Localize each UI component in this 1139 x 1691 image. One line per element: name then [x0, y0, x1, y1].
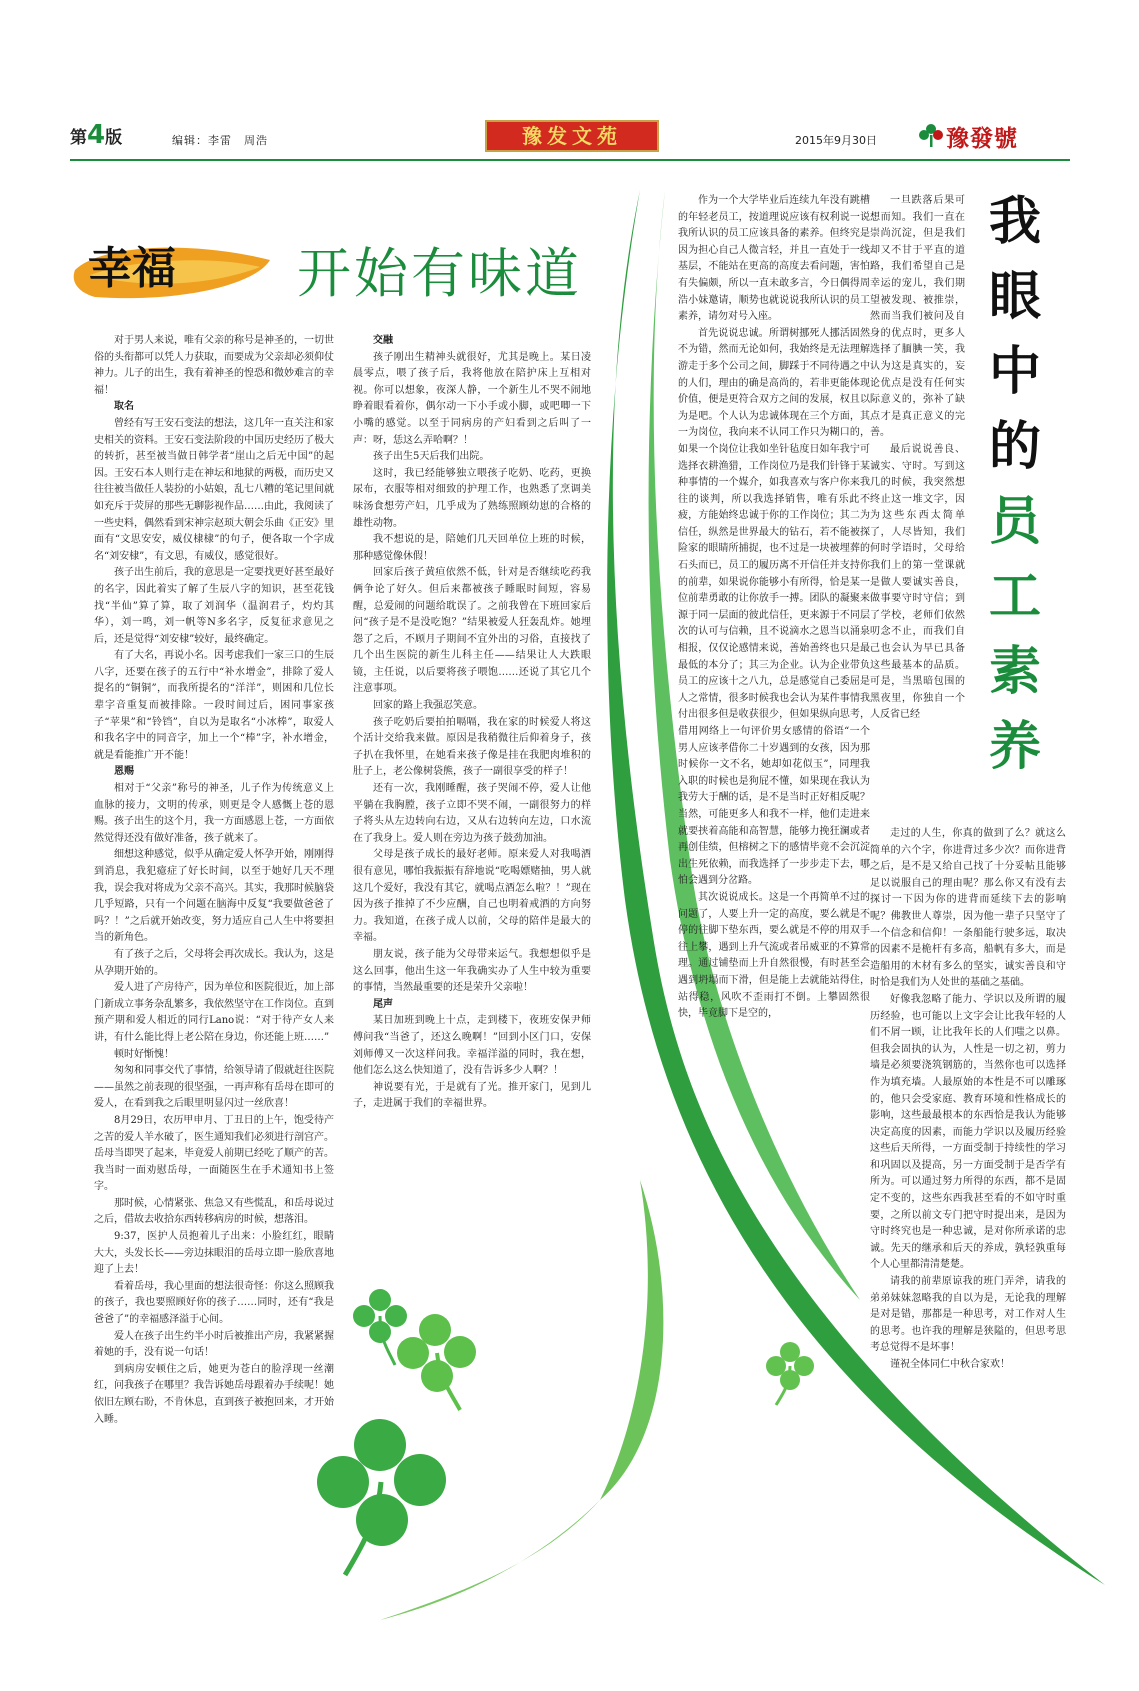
- paragraph: 到病房安顿住之后，她更为苍白的脸浮现一丝潮红，问我孩子在哪里？我告诉她岳母跟着办手续呢！她依旧左顾右盼，不肯休息，直到孩子被抱回来，才开始入睡。: [94, 1363, 334, 1425]
- paragraph: 孩子出生5天后我们出院。: [373, 451, 490, 463]
- issue-date: 2015年9月30日: [795, 134, 877, 147]
- right-article-column-1: [678, 193, 870, 1023]
- paragraph: 爱人进了产房待产，因为单位和医院很近，加上部门新成立事务杂乱繁多，我依然坚守在工作岗位。直到预产期和爱人相近的同行Lano说：“对于待产女人来讲，有什么能比得上老公陪在身边，你还能上班……”: [94, 982, 334, 1043]
- paragraph: 顿时好惭愧！: [114, 1048, 174, 1060]
- paragraph: 9:37，医护人员抱着儿子出来：小脸红红，眼睛大大，头发长长——旁边抹眼泪的岳母立即一脸欣喜地迎了上去！: [94, 1231, 334, 1276]
- paragraph: 回家后孩子黄疸依然不低，针对是否继续吃药我俩争论了好久。但后来都被孩子睡眠时间短，容易醒，总爱闹的问题给耽误了。之前我曾在下班回家后问“孩子是不是没吃饱？”结果被爱人狂轰乱炸。她埋怨了之后，不顾月子期间不宜外出的习俗，直接找了几个出生医院的新生儿科主任——结果让人大跌眼镜，主任说，以后要将孩子喂饱……还说了其它几个注意事项。: [353, 567, 591, 695]
- brush-stroke-icon: [70, 225, 275, 310]
- masthead-text: 豫發號: [946, 125, 1018, 152]
- right-article-title: [976, 185, 1054, 785]
- paragraph: 一旦跌落后果可想而知。我们一直在崇尚沉淀，但是我们却又不甘于平直的道路，我们希望自己是幸运的宠儿，我们期望被发现、被推崇，然而当我们被问及自身的优点时，更多人选择了腼腆一笑，我认为这是真实的，妄论优点是没有任何实际意义的，弥补了缺点才是真正意义的完善。: [870, 195, 965, 439]
- paragraph: 父母是孩子成长的最好老师。原来爱人对我喝酒很有意见，哪怕我振振有辞地说“吃喝嫖赌抽，男人就这几个爱好，我没有其它，就喝点酒怎么啦？！”现在因为孩子推掉了不少应酬，自己也明着戒酒的方向努力。我知道，在孩子成人以前，父母的陪伴是最大的幸福。: [353, 849, 591, 944]
- paragraph: 某日加班到晚上十点，走到楼下，夜班安保尹师傅问我“当爸了，还这么晚啊！”回到小区门口，安保刘师傅又一次这样问我。幸福洋溢的同时，我在想，他们怎么这么快知道了，没有告诉多少人啊？！: [353, 1015, 591, 1077]
- paragraph: 其次说说成长。这是一个再简单不过的问题了，人要上升一定的高度，要么就是不停的往脚下垫东西，要么就是不停的用双手往上攀，遇到上升气流或者吊威亚的不算常理。通过铺垫而上升自然很慢，有时甚至会遇到坍塌而下滑，但是能上去就能站得住，站得稳，风吹不歪雨打不倒。上攀固然很快，毕竟脚下是空的，: [678, 891, 870, 1020]
- paragraph: 朋友说，孩子能为父母带来运气。我想想似乎是这么回事，他出生这一年我确实办了人生中较为重要的事情，当然最重要的还是荣升父亲啦！: [353, 948, 591, 994]
- section-heading: 尾声: [373, 998, 393, 1010]
- paragraph: 好像我忽略了能力、学识以及所谓的履历经验，也可能以上文字会让比我年轻的人们不屑一顾，让比我年长的人们嗤之以鼻。但我会固执的认为，人性是一切之初，剪力墙是必须要浇筑钢筋的，当然你也可以选择作为填充墙。人最原始的本性是不可以雕琢的，他只会受家庭、教育环境和性格成长的影响，这些最最根本的东西恰是我认为能够决定高度的因素，而能力学识以及履历经验这些后天所得，一方面受制于持续性的学习和巩固以及提高，另一方面受制于是否学有所为。可以通过努力所得的东西，都不是固定不变的，这些东西我甚至看的不如守时重要，之所以前文专门把守时提出来，是因为守时终究也是一种忠诚，是对你所承诺的忠诚。先天的继承和后天的养成，孰轻孰重每个人心里都清清楚楚。: [870, 993, 1066, 1271]
- editors-line: 编辑：李雷 周浩: [172, 134, 268, 147]
- right-article-column-3: [870, 826, 1066, 1374]
- paragraph: 谨祝全体同仁中秋合家欢！: [890, 1359, 1010, 1370]
- title-character: 养: [988, 717, 1041, 777]
- paragraph: 神说要有光，于是就有了光。推开家门，见到儿子，走进属于我们的幸福世界。: [353, 1081, 591, 1110]
- paragraph: 相对于“父亲”称号的神圣，儿子作为传统意义上血脉的接力，文明的传承，则更是令人感慨上苍的恩赐。孩子出生的这个月，我一方面感恩上苍，一方面依然觉得还没有做好准备，孩子就来了。: [94, 783, 334, 844]
- paragraph: 有了孩子之后，父母将会再次成长。我认为，这是从孕期开始的。: [94, 948, 334, 977]
- paragraph: 孩子刚出生精神头就很好，尤其是晚上。某日凌晨零点，喂了孩子后，我将他放在陪护床上互相对视。你可以想象，夜深人静，一个新生儿不哭不闹地睁着眼看着你，偶尔动一下小手或小脚，或吧唧一下小嘴的感觉。以至于同病房的产妇看到之后叫了一声：呀，恁这么弄哈啊？！: [353, 351, 591, 446]
- clover-icon: [397, 1314, 476, 1410]
- brush-text: 幸福: [88, 243, 176, 294]
- paragraph: 走过的人生，你真的做到了么？就这么简单的六个字，你进背过多少次？而你进背之后，是不是又给自己找了十分妥帖且能够足以说服自己的理由呢？那么你又有没有去探讨一下因为你的进背而延续下去的影响呢？佛教世人尊崇，因为他一辈子只坚守了一个信念和信仰！一条船能行驶多远，取决的因素不是桅杆有多高，船帆有多大，而是造船用的木材有多么的坚实，诚实善良和守时恰是我们为人处世的基础之基础。: [870, 828, 1066, 989]
- paragraph: 那时候，心情紧张、焦急又有些慌乱，和岳母说过之后，借故去收拾东西转移病房的时候，想落泪。: [94, 1197, 334, 1226]
- paragraph: 有了大名，再说小名。因考虑我们一家三口的生辰八字，还要在孩子的五行中“补水增金”，排除了爱人提名的“铜铜”，而我所提名的“洋洋”，则困和几位长辈字音重复而被排除。一段时间过后，困同事家孩子“苹果”和“铃铛”，自以为是取名“小冰棒”，取爱人和我名字中的同音字，加上一个“棒”字，补水增金，就是看能推广开不能！: [94, 650, 334, 761]
- paragraph: 作为一个大学毕业后连续九年没有跳槽的年轻老员工，按道理说应该有权利说一说我所认识的员工应该具备的素养。但终究是因为担心自己人微言轻，并且一直处于一线基层，不能站在更高的高度去看问题，害怕有失偏颇，所以一直未敢多言，今日偶得周浩小妹邀请，顺势也就说说我所认识的员工素养，请勿对号入座。: [678, 195, 870, 323]
- left-article-column-2: [353, 333, 591, 1113]
- paragraph: 回家的路上我强忍笑意。: [373, 700, 483, 712]
- title-character: 素: [988, 642, 1041, 702]
- title-character: 眼: [988, 267, 1041, 327]
- paragraph: 看着岳母，我心里面的想法很奇怪：你这么照顾我的孩子，我也要照顾好你的孩子……同时，还有“我是爸爸了”的幸福感泽溢于心间。: [94, 1280, 334, 1326]
- paragraph: 我不想说的是，陪她们几天回单位上班的时候，那种感觉像休假！: [353, 534, 591, 562]
- paragraph: 孩子出生前后，我的意思是一定要找更好甚至最好的名字，因此着实了解了生辰八字的知识，甚至花钱找“半仙”算了算，取了刘润华（温润君子，灼灼其华），刘一鸣，刘一帆等N多名字，反复征求意见之后，还是觉得“刘安棣”较好，最终确定。: [94, 567, 334, 645]
- page-number: 第4版: [70, 120, 123, 150]
- paragraph: 孩子吃奶后要拍拍嗝嗝，我在家的时候爱人将这个活计交给我来做。原因是我稍微往后仰着身子，孩子扒在我怀里，在她看来孩子像是挂在我肥肉堆积的肚子上，老公像树袋熊，孩子一副很享受的样子！: [353, 716, 591, 778]
- left-article-column-1: [94, 333, 334, 1428]
- title-character: 员: [988, 492, 1041, 552]
- section-heading: 交融: [373, 335, 393, 346]
- left-article-title: 开始有味道: [297, 242, 582, 305]
- paragraph: 还有一次，我刚睡醒，孩子哭闹不停，爱人让他平躺在我胸膛，孩子立即不哭不闹，一副很努力的样子将头从左边转向右边，又从右边转向左边，口水流在了我身上。爱人则在旁边为孩子鼓劲加油。: [353, 783, 591, 844]
- paragraph: 细想这种感觉，似乎从确定爱人怀孕开始，刚刚得到消息，我犯癔症了好长时间，以至于她好几天不理我，误会我对将成为父亲不高兴。其实，我那时候脑袋几乎短路，只有一个问题在脑海中反复“我要做爸爸了吗？！”之后就开始改变，努力适应自己人生中将要担当的新角色。: [94, 849, 334, 944]
- section-heading: 恩赐: [114, 766, 134, 778]
- section-title: 豫发文苑: [485, 120, 659, 152]
- clover-icon: [766, 1342, 814, 1405]
- paragraph: 对于男人来说，唯有父亲的称号是神圣的，一切世俗的头衔都可以凭人力获取，而要成为父亲却必须仰仗神力。儿子的出生，我有着神圣的惶恐和微妙难言的幸福！: [94, 335, 334, 396]
- section-heading: 取名: [114, 401, 134, 413]
- title-character: 的: [988, 417, 1041, 477]
- paragraph: 8月29日，农历甲申月、丁丑日的上午，饱受待产之苦的爱人羊水破了，医生通知我们必须进行剖宫产。岳母当即哭了起来，毕竟爱人前期已经吃了顺产的苦。我当时一面劝慰岳母，一面随医生在手术通知书上签字。: [94, 1114, 334, 1193]
- paragraph: 最后说说善良、诚实、守时。写到这几的时候，我突然想终止这一堆文字，因为这些东西太简单了，人尽皆知，我们何时学语时，父母给我们上的第一堂课就是做人要诚实善良，做事要守时守信；到了学校，老师们依然叨念不止，而我们自己也会认为早已具备这些最基本的品质。可是，当黑暗包围的黑夜里，你独自一个人反省已经: [870, 443, 965, 721]
- paragraph: 匆匆和同事交代了事情，给领导请了假就赶往医院——虽然之前表现的很坚强，一再声称有岳母在即可的爱人，在看到我之后眼里明显闪过一丝欣喜！: [94, 1065, 334, 1110]
- right-article-column-2: [870, 193, 965, 724]
- paragraph: 这时，我已经能够独立喂孩子吃奶、吃药，更换尿布，衣服等相对细致的护理工作，也熟悉了烹调美味汤食想劳产妇，几乎成为了熟练照顾幼崽的合格的雄性动物。: [353, 467, 591, 529]
- title-character: 工: [988, 567, 1041, 627]
- title-character: 我: [988, 192, 1041, 252]
- paragraph: 曾经有写王安石变法的想法，这几年一直关注和家史相关的资料。王安石变法阶段的中国历史经历了极大的转折，甚至被当做日韩学者“崖山之后无中国”的起因。王安石本人则行走在神坛和地狱的两极，而历史又往往被当做任人装扮的小姑娘，乱七八糟的笔记里间就如充斥于荧屏的那些无聊影视作品……由此，我阅读了一些史料，偶然看到宋神宗赵顼大朝会乐曲《正安》里面有“文思安安，威仪棣棣”的句子，便各取一个字成名“刘安棣”，有文思，有威仪，感觉很好。: [94, 417, 334, 562]
- paragraph: 请我的前辈原谅我的班门弄斧，请我的弟弟妹妹忽略我的自以为是，无论我的理解是对是错，那都是一种思考，对工作对人生的思考。也许我的理解是狭隘的，但思考思考总觉得不是坏事！: [870, 1276, 1066, 1354]
- title-character: 中: [988, 342, 1041, 402]
- paragraph: 首先说说忠诚。所谓树挪死人挪活固然不为错，然而无论如何，我始终是无法理解游走于多个公司之间，脚踩于不同待遇之中的人们，理由的确是高尚的，若非更能体现价值，便是更符合双方之间的发展，权且以为是吧。个人认为忠诚体现在三个方面，其一为岗位，我向来不认同工作只为糊口的，如果一个岗位让我如坐针毡度日如年我宁可选择衣耕渔猎，工作岗位乃是我们针锋于某种事情的一个媒介，如我喜欢与客户你来我往的谈判，所以我选择销售，唯有乐此不疲，方能始终忠诚于你的工作岗位；其二为信任，纵然是世界最大的钻石，若不能被探险家的眼睛所捕捉，也不过是一块被埋葬的石头而已，员工的履历离不开信任并支持你的前辈，如果说你能够小有所得，恰是某一位前辈勇敢的让你放手一搏。团队的凝聚来源于同一层面的彼此信任，更来源于不同层次的认可与信赖，且不说滴水之恩当以涌泉相报，仅仅论感情来说，善始善终也只是最最低的本分了；其三为企业。认为企业带负员工的应该十之八九，总是感觉自己委屈是人之常情，很多时候我也会认为某件事情我付出很多但是收获很少，但如果纵向思考，借用网络上一句评价男女感情的俗语“一个男人应该孝借你二十岁遇到的女孩，因为那时候你一文不名，她却如花似玉”，同理我入职的时候也是狗屁不懂，如果现在我认为我劳大于酬的话，是不是当时正好相反呢？当然，可能更多人和我不一样，他们走进来就要挟着高能和高智慧，能够力挽狂澜或者再创佳绩，但榕树之下的感情毕竟不会沉淀出生死依赖，而我选择了一步步走下去，哪怕会遇到分岔路。: [678, 327, 870, 887]
- paragraph: 爱人在孩子出生约半小时后被推出产房，我紧紧握着她的手，没有说一句话！: [94, 1330, 334, 1359]
- clover-icon: [317, 1419, 446, 1575]
